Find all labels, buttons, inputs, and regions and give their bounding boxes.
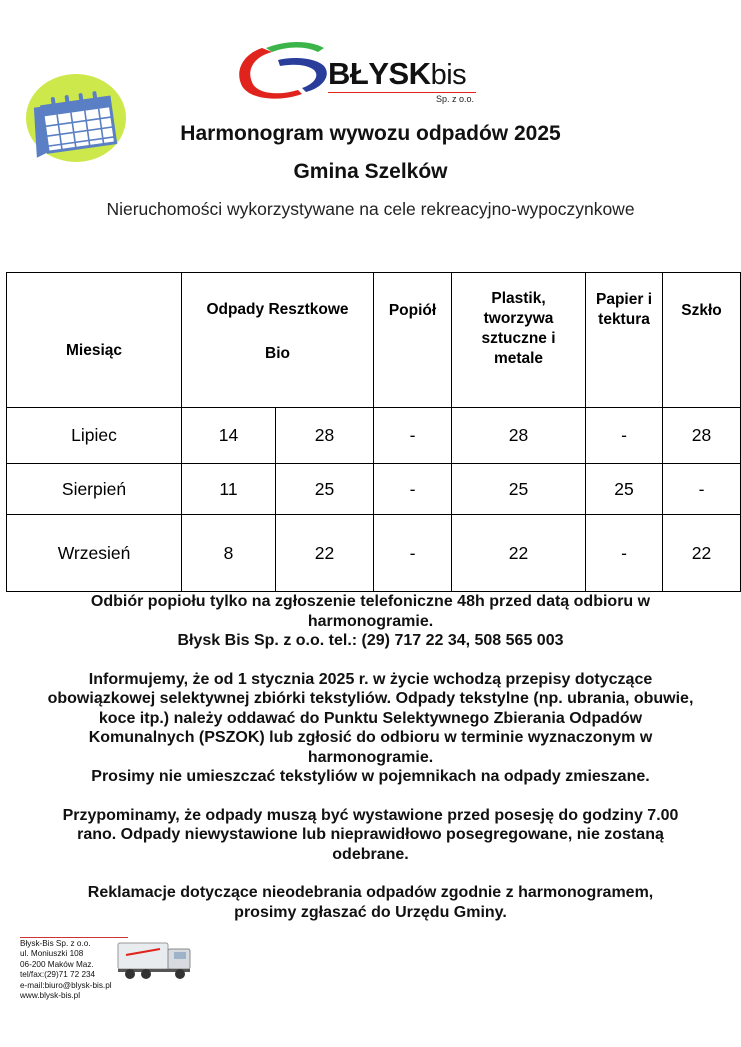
cell-bio: 28 (276, 408, 374, 464)
footer-company: Błysk-Bis Sp. z o.o. (20, 939, 91, 948)
complaint-note-line: Reklamacje dotyczące nieodebrania odpadów zgodnie z harmonogramem, (87, 884, 654, 901)
textiles-note-line: harmonogramie. (307, 748, 434, 766)
header-glass: Szkło (663, 273, 741, 408)
complaint-note-line: prosimy zgłaszać do Urzędu Gminy. (234, 903, 507, 921)
header-ash: Popiół (374, 273, 452, 408)
truck-icon (116, 937, 194, 981)
table-row (7, 408, 741, 464)
logo-word-main: BŁYSK (328, 56, 431, 91)
logo-swoosh (232, 40, 342, 110)
cell-glass: 28 (663, 408, 741, 464)
table-row (7, 515, 741, 592)
textiles-note-line: Prosimy nie umieszczać tekstyliów w pojemnikach na odpady zmieszane. (91, 768, 650, 785)
cell-ash: - (374, 464, 452, 515)
logo-subtitle: Sp. z o.o. (436, 94, 475, 104)
textiles-note-line: Informujemy, że od 1 stycznia 2025 r. w życie wchodzą przepisy dotyczące (88, 670, 653, 688)
footer-address (20, 939, 112, 1001)
header-month: Miesiąc (7, 273, 182, 408)
header-bio: Bio (265, 345, 290, 362)
contact-line: Błysk Bis Sp. z o.o. tel.: (29) 717 22 34, 508 565 003 (177, 632, 564, 649)
schedule-table (6, 272, 741, 592)
header-plastic: Plastik, tworzywa sztuczne i metale (452, 273, 586, 408)
ash-note-line: Odbiór popiołu tylko na zgłoszenie telefoniczne 48h przed datą odbioru w (90, 593, 651, 610)
cell-month: Wrzesień (7, 515, 182, 592)
cell-plastic: 22 (452, 515, 586, 592)
footer-email: e-mail:biuro@blysk-bis.pl (20, 980, 112, 990)
footer-company-info (20, 937, 180, 1007)
cell-plastic: 25 (452, 464, 586, 515)
cell-mixed: 14 (182, 408, 276, 464)
cell-glass: 22 (663, 515, 741, 592)
reminder-note-line: Przypominamy, że odpady muszą być wystawione przed posesję do godziny 7.00 (62, 806, 679, 824)
footer-phone: tel/fax:(29)71 72 234 (20, 970, 96, 980)
cell-plastic: 28 (452, 408, 586, 464)
logo-word-bis: bis (430, 59, 467, 91)
cell-bio: 25 (276, 464, 374, 515)
logo-wordmark (328, 56, 466, 92)
notes-section (0, 592, 741, 922)
cell-glass: - (663, 464, 741, 515)
cell-paper: 25 (586, 464, 663, 515)
footer-street: ul. Moniuszki 108 (20, 949, 84, 959)
footer-www: www.blysk-bis.pl (20, 991, 81, 1001)
header-mixed: Odpady Resztkowe (206, 301, 349, 318)
textiles-note-line: Komunalnych (PSZOK) lub zgłosić do odbioru w terminie wyznaczonym w (88, 729, 653, 746)
textiles-note-line: koce itp.) należy oddawać do Punktu Selektywnego Zbierania Odpadów (98, 709, 643, 727)
logo-underline (328, 92, 476, 93)
cell-bio: 22 (276, 515, 374, 592)
footer-city: 06-200 Maków Maz. (20, 959, 94, 969)
header-paper: Papier i tektura (586, 273, 663, 408)
cell-mixed: 11 (182, 464, 276, 515)
reminder-note-line: odebrane. (332, 845, 409, 863)
reminder-note-line: rano. Odpady niewystawione lub nieprawidłowo posegregowane, nie zostaną (77, 826, 664, 843)
footer-divider (20, 937, 128, 938)
textiles-note-line: obowiązkowej selektywnej zbiórki tekstyliów. Odpady tekstylne (np. ubrania, obuwie, (47, 690, 694, 707)
property-type-subtitle: Nieruchomości wykorzystywane na cele rekreacyjno-wypoczynkowe (106, 199, 635, 219)
table-row (7, 464, 741, 515)
company-logo (232, 40, 482, 110)
header-mixed-bio (182, 273, 374, 408)
cell-paper: - (586, 408, 663, 464)
cell-ash: - (374, 408, 452, 464)
cell-month: Sierpień (7, 464, 182, 515)
cell-month: Lipiec (7, 408, 182, 464)
table-header-row (7, 273, 741, 408)
cell-ash: - (374, 515, 452, 592)
cell-paper: - (586, 515, 663, 592)
ash-note-line: harmonogramie. (307, 612, 434, 630)
cell-mixed: 8 (182, 515, 276, 592)
municipality-title: Gmina Szelków (293, 160, 448, 183)
calendar-icon (22, 72, 130, 168)
page-title: Harmonogram wywozu odpadów 2025 (180, 122, 561, 145)
